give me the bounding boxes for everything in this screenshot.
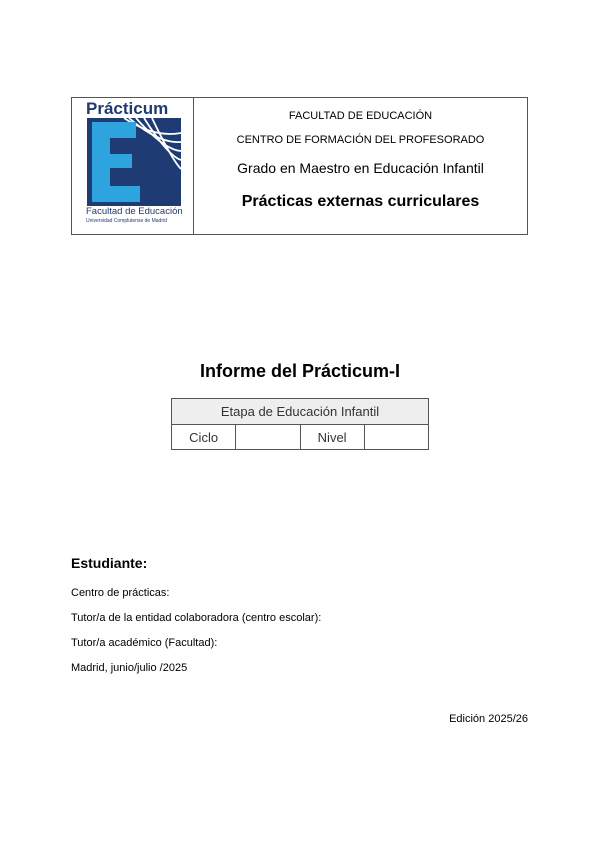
degree-name: Grado en Maestro en Educación Infantil — [237, 160, 484, 176]
header-text — [194, 98, 527, 234]
field-place-date: Madrid, junio/julio /2025 — [71, 662, 188, 674]
cycle-value[interactable] — [236, 425, 300, 450]
cycle-label: Ciclo — [172, 425, 236, 450]
practicum-logo — [84, 98, 184, 228]
level-value[interactable] — [364, 425, 428, 450]
field-school-tutor: Tutor/a de la entidad colaboradora (centro escolar): — [71, 612, 322, 624]
course-name: Prácticas externas curriculares — [241, 193, 480, 210]
field-practice-center: Centro de prácticas: — [71, 587, 170, 599]
report-title: Informe del Prácticum-I — [199, 361, 401, 381]
faculty-name: FACULTAD DE EDUCACIÓN — [288, 110, 433, 122]
center-name: CENTRO DE FORMACIÓN DEL PROFESORADO — [236, 134, 485, 146]
edition-label: Edición 2025/26 — [449, 713, 528, 725]
header-box — [71, 97, 528, 235]
logo-top-text: Prácticum — [86, 99, 169, 118]
logo-bottom-text: Facultad de Educación — [86, 206, 183, 217]
level-label: Nivel — [300, 425, 364, 450]
stage-label: Etapa de Educación Infantil — [172, 399, 429, 425]
stage-table — [171, 398, 429, 450]
field-academic-tutor: Tutor/a académico (Facultad): — [71, 637, 218, 649]
logo-bottom-sub: Universidad Complutense de Madrid — [86, 218, 167, 224]
student-heading: Estudiante: — [71, 555, 148, 571]
logo-cell — [72, 98, 194, 234]
